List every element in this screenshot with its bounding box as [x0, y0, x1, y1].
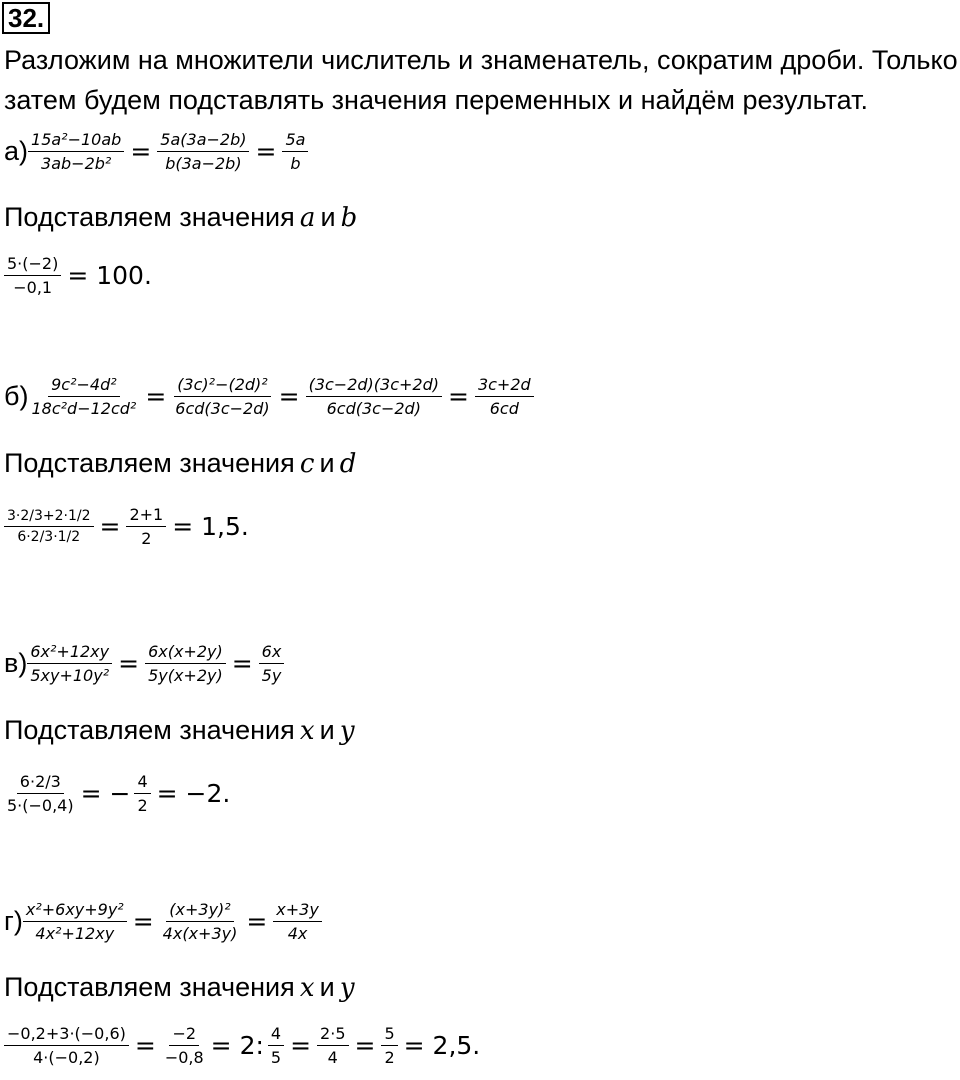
part-b-label: б)	[4, 381, 29, 411]
fraction: $\frac{4}{2}$	[134, 772, 150, 815]
fraction: $\frac{\text{15a²−10ab}}{\text{3ab−2b²}}$	[28, 130, 124, 173]
problem-number: 32.	[2, 2, 50, 34]
fraction: $\frac{\text{x²+6xy+9y²}}{\text{4x²+12xy}}$	[23, 900, 127, 943]
fraction: $\frac{3\cdot 2/3+2\cdot 1/2}{6\cdot 2/3\cdot 1/2}$	[4, 508, 94, 545]
part-a-subst: Подставляем значения a и b	[4, 202, 358, 233]
fraction: $\frac{2\cdot 5}{4}$	[317, 1024, 348, 1067]
part-g-calc: $\frac{-0,2+3\cdot(-0,6)}{4\cdot(-0,2)}$ = $\frac{-2}{-0,8}$ = 2: $\frac{4}{5}$ = $\frac{2\cdot 5}{4}$ = $\frac{5}{2}$ = 2,5.	[4, 1024, 480, 1067]
fraction: $\frac{6\cdot 2/3}{5\cdot(-0,4)}$	[7, 772, 74, 815]
part-g-equation: г) $\frac{\text{x²+6xy+9y²}}{\text{4x²+12xy}}$ = $\frac{\text{(x+3y)²}}{4x(x+3y)}$ = $\frac{x+3y}{4x}$	[4, 900, 322, 943]
fraction: $\frac{5a(3a-2b)}{b(3a-2b)}$	[157, 130, 249, 173]
fraction: $\frac{-0,2+3\cdot(-0,6)}{4\cdot(-0,2)}$	[4, 1024, 129, 1067]
part-v-calc: $\frac{6\cdot 2/3}{5\cdot(-0,4)}$ = − $\frac{4}{2}$ = −2.	[4, 772, 230, 815]
fraction: $\frac{6x(x+2y)}{5y(x+2y)}$	[145, 642, 226, 685]
part-g-label: г)	[4, 906, 23, 936]
part-a-calc: $\frac{5\cdot(-2)}{-0,1}$ = 100.	[4, 254, 152, 297]
fraction: $\frac{4}{5}$	[268, 1024, 284, 1067]
fraction: $\frac{5\cdot(-2)}{-0,1}$	[4, 254, 61, 297]
fraction: $\frac{-2}{-0,8}$	[164, 1024, 204, 1067]
part-v-subst: Подставляем значения x и y	[4, 715, 355, 746]
part-g-subst: Подставляем значения x и y	[4, 972, 355, 1003]
part-v-label: в)	[4, 648, 28, 678]
intro-text: Разложим на множители числитель и знаменатель, сократим дроби. Только затем будем подставлять значения переменных и найдём результат.	[4, 45, 958, 115]
fraction: $\frac{2+1}{2}$	[126, 505, 166, 548]
part-a-label: а)	[4, 136, 29, 166]
fraction: $\frac{(3c-2d)(3c+2d)}{6cd(3c-2d)}$	[306, 375, 442, 418]
part-a-equation: а) $\frac{\text{15a²−10ab}}{\text{3ab−2b²}}$ = $\frac{5a(3a-2b)}{b(3a-2b)}$ = $\frac{5a}{b}$	[4, 130, 308, 173]
part-b-calc: $\frac{3\cdot 2/3+2\cdot 1/2}{6\cdot 2/3\cdot 1/2}$ = $\frac{2+1}{2}$ = 1,5.	[4, 505, 249, 548]
part-v-equation: в) $\frac{\text{6x²+12xy}}{\text{5xy+10y²}}$ = $\frac{6x(x+2y)}{5y(x+2y)}$ = $\frac{6x}{5y}$	[4, 642, 284, 685]
fraction: $\frac{\text{(3c)²−(2d)²}}{6cd(3c-2d)}$	[175, 375, 270, 418]
fraction: $\frac{\text{6x²+12xy}}{\text{5xy+10y²}}$	[27, 642, 112, 685]
part-b-subst: Подставляем значения c и d	[4, 448, 357, 479]
fraction: $\frac{\text{9c²−4d²}}{\text{18c²d−12cd²}}$	[31, 375, 137, 418]
fraction: $\frac{x+3y}{4x}$	[273, 900, 322, 943]
fraction: $\frac{6x}{5y}$	[259, 642, 285, 685]
fraction: $\frac{5a}{b}$	[282, 130, 308, 173]
fraction: $\frac{5}{2}$	[381, 1024, 397, 1067]
fraction: $\frac{\text{(x+3y)²}}{4x(x+3y)}$	[162, 900, 238, 943]
fraction: $\frac{3c+2d}{6cd}$	[475, 375, 534, 418]
part-b-equation: б) $\frac{\text{9c²−4d²}}{\text{18c²d−12cd²}}$ = $\frac{\text{(3c)²−(2d)²}}{6cd(3c-2d)}$ = $\frac{(3c-2d)(3c+2d)}{6cd(3c-2d)}$ = $\frac{3c+2d}{6cd}$	[4, 375, 534, 418]
